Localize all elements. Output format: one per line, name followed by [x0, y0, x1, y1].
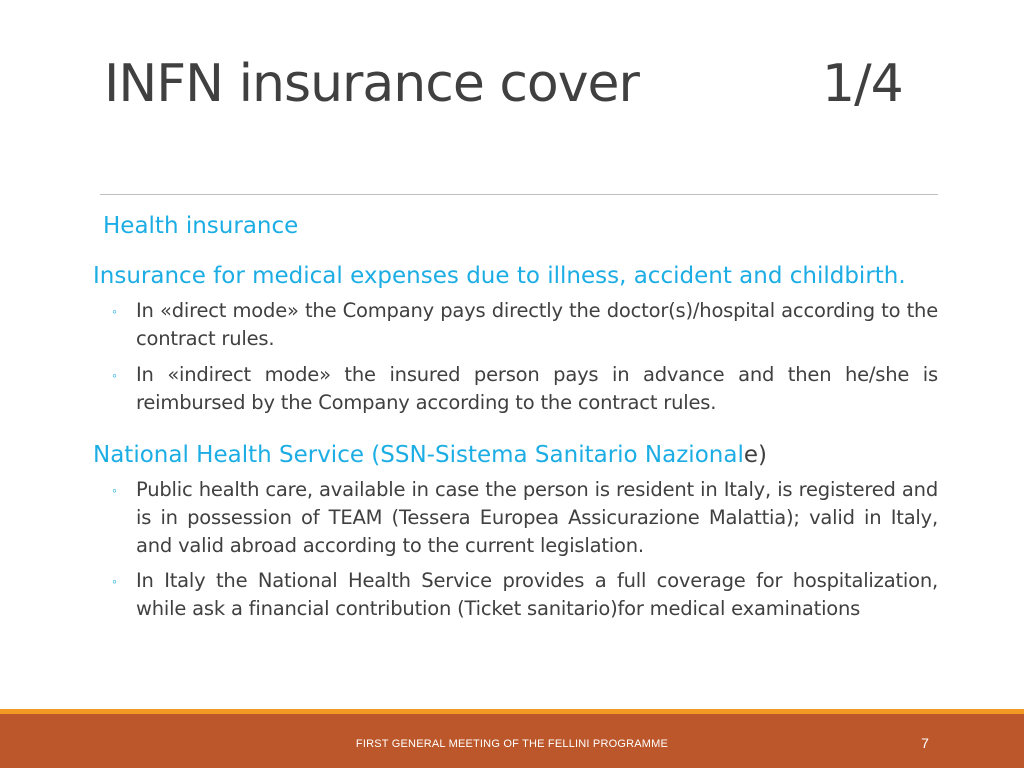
- section-heading-national-health-service: [93, 441, 938, 469]
- bullet-circle-icon: ◦: [112, 367, 117, 383]
- section-heading-medical-expenses: [93, 262, 938, 290]
- bullet-text: In «indirect mode» the insured person pays in advance and then he/she is reimbursed by the Company according to the contract rules.: [136, 363, 938, 414]
- footer-text: FIRST GENERAL MEETING OF THE FELLINI PROGRAMME: [355, 738, 669, 750]
- section-heading-tail: e): [743, 442, 767, 468]
- bullet-direct-mode: [112, 297, 938, 353]
- slide-title-text: INFN insurance cover: [104, 54, 639, 114]
- footer-bar: [0, 714, 1024, 768]
- slide-title-page: 1/4: [822, 54, 903, 114]
- bullet-full-coverage: [112, 567, 938, 623]
- bullet-text: Public health care, available in case the person is resident in Italy, is registered and is in possession of TEAM (Tessera Europea Assicurazione Malattia); valid in Italy, and valid abroad according to the current legislation.: [136, 478, 938, 557]
- bullet-text: In «direct mode» the Company pays directly the doctor(s)/hospital according to the contract rules.: [136, 299, 938, 350]
- bullet-circle-icon: ◦: [112, 303, 117, 319]
- bullet-text: In Italy the National Health Service provides a full coverage for hospitalization, while ask a financial contribution (Ticket sanitario)for medical examinations: [136, 569, 938, 620]
- bullet-public-health-care: [112, 476, 938, 560]
- subheading: Health insurance: [103, 213, 299, 239]
- bullet-circle-icon: ◦: [112, 482, 117, 498]
- slide-number: 7: [921, 735, 929, 751]
- bullet-circle-icon: ◦: [112, 573, 117, 589]
- title-divider: [100, 194, 938, 195]
- section-heading-text: National Health Service (SSN-Sistema Sanitario Nazional: [93, 442, 744, 468]
- bullet-indirect-mode: [112, 361, 938, 417]
- section-heading-text: Insurance for medical expenses due to illness, accident and childbirth.: [93, 263, 906, 289]
